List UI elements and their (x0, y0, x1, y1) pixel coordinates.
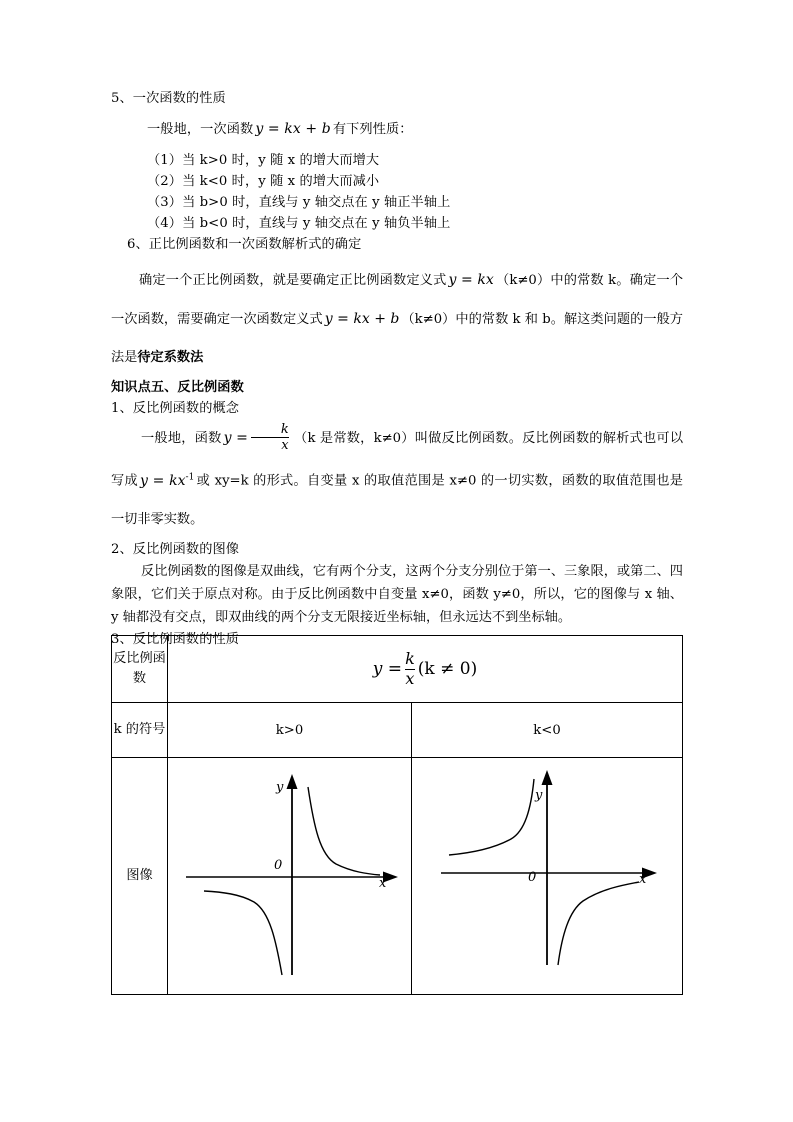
table-row (112, 703, 683, 758)
knowledge-point-5-heading: 知识点五、反比例函数 (111, 380, 244, 395)
y-axis-label: y (535, 788, 543, 803)
row-label-graph: 图像 (112, 758, 168, 995)
origin-label: 0 (528, 870, 537, 885)
fraction-denominator: x (405, 668, 415, 688)
table-row (112, 758, 683, 995)
x-axis-label: x (378, 876, 386, 891)
y-axis-arrow (542, 770, 553, 785)
inverse-power-formula (138, 473, 196, 489)
inverse-concept-part3: 或 xy=k 的形式。自变量 x 的取值范围是 x≠0 的一切实数，函数的取值范围也是一切非零实数。 (111, 473, 683, 527)
inverse-concept-body (111, 419, 683, 539)
section5-property-4: （4）当 b<0 时，直线与 y 轴交点在 y 轴负半轴上 (147, 216, 451, 231)
table-cell-graph-k-positive (168, 758, 412, 995)
inverse-property-heading: 3、反比例函数的性质 (111, 631, 240, 647)
origin-label: 0 (273, 858, 282, 873)
inverse-function-formula-display (372, 649, 478, 688)
table-row (112, 636, 683, 703)
linear-function-formula-2: y = kx + b (324, 311, 400, 327)
section5-intro (111, 119, 683, 140)
undetermined-coefficient-method: 待定系数法 (137, 350, 204, 365)
section6-body-part1: 确定一个正比例函数，就是要确定正比例函数定义式 (139, 273, 447, 288)
fraction-k-over-x (248, 423, 292, 453)
inverse-concept-heading: 1、反比例函数的概念 (111, 401, 240, 416)
document-body (111, 88, 683, 650)
hyperbola-branch-quadrant-4 (558, 882, 639, 965)
power-exponent: -1 (185, 472, 195, 482)
section5-heading: 5、一次函数的性质 (111, 91, 226, 106)
power-base: y = kx (140, 472, 186, 489)
y-axis-label: y (275, 780, 283, 795)
fraction-k-over-x (402, 651, 418, 687)
inverse-graph-heading: 2、反比例函数的图像 (111, 541, 240, 557)
formula-lhs: y = (372, 659, 403, 680)
hyperbola-branch-quadrant-1 (308, 787, 380, 875)
hyperbola-branch-quadrant-2 (449, 779, 534, 855)
spacer (111, 140, 683, 150)
table-cell-formula (168, 636, 683, 703)
formula-lhs: y = (223, 430, 248, 446)
row-label-inverse-function: 反比例函数 (112, 636, 168, 703)
table-cell-k-positive: k>0 (168, 703, 412, 758)
hyperbola-graph-k-negative (427, 765, 667, 987)
linear-function-formula: y = kx + b (255, 121, 331, 137)
y-axis-arrow (286, 774, 297, 789)
inverse-function-formula (222, 422, 294, 454)
hyperbola-branch-quadrant-3 (204, 891, 282, 975)
section5-intro-prefix: 一般地，一次函数 (147, 122, 254, 137)
section5-intro-suffix: 有下列性质： (332, 122, 413, 137)
section6-heading: 6、正比例函数和一次函数解析式的确定 (127, 237, 362, 252)
inverse-concept-part1: 一般地，函数 (141, 431, 222, 446)
fraction-numerator: k (280, 422, 289, 438)
section5-property-3: （3）当 b>0 时，直线与 y 轴交点在 y 轴正半轴上 (147, 195, 451, 210)
formula-condition: (k ≠ 0) (417, 659, 478, 680)
section6-body-part3: （k≠0）中的常数 k 和 b。解这类问题的一般方法是 (111, 312, 683, 365)
hyperbola-graph-k-positive (174, 765, 406, 987)
spacer (111, 109, 683, 119)
inverse-function-properties-table (111, 635, 683, 995)
inverse-graph-body: 反比例函数的图像是双曲线，它有两个分支，这两个分支分别位于第一、三象限，或第二、四象限，它们关于原点对称。由于反比例函数中自变量 x≠0，函数 y≠0，所以，它的图像与 x 轴、y 轴都没有交点，即双曲线的两个分支无限接近坐标轴，但永远达不到坐标轴。 (111, 563, 683, 625)
row-label-k-sign: k 的符号 (112, 703, 168, 758)
direct-proportion-formula: y = kx (448, 272, 494, 288)
fraction-denominator: x (281, 438, 289, 454)
table-cell-graph-k-negative (412, 758, 683, 995)
section6-body (111, 261, 683, 377)
section6-body-part2: （k≠0）中的常数 k。确定一个一次函数，需要确定一次函数定义式 (111, 273, 684, 327)
x-axis-label: x (639, 872, 647, 887)
inverse-concept-part2: （k 是常数，k≠0）叫做反比例函数。反比例函数的解析式也可以写成 (111, 431, 684, 489)
fraction-numerator: k (405, 649, 415, 669)
section5-property-1: （1）当 k>0 时，y 随 x 的增大而增大 (147, 153, 380, 168)
table-cell-k-negative: k<0 (412, 703, 683, 758)
section5-property-2: （2）当 k<0 时，y 随 x 的增大而减小 (147, 174, 380, 189)
